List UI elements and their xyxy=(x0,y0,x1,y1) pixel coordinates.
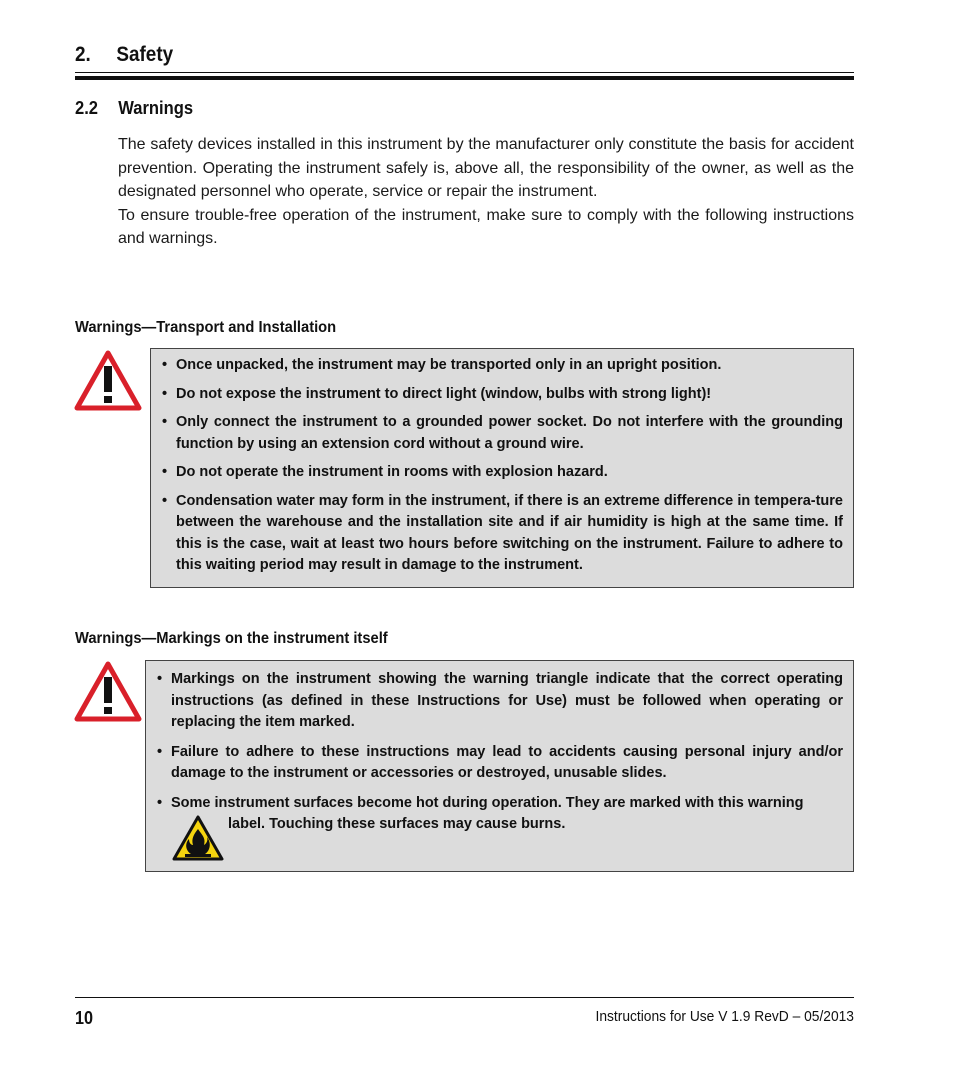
list-item: • Do not operate the instrument in rooms with explosion hazard. xyxy=(162,464,608,480)
section-title: Warnings xyxy=(118,98,194,118)
list-item: • Some instrument surfaces become hot during operation. They are marked with this warning label. Touching these surfaces may cause burns. xyxy=(171,793,843,836)
chapter-title: Safety xyxy=(116,43,174,66)
list-item: • Only connect the instrument to a grounded power socket. Do not interfere with the grounding function by using an extension cord without a ground wire. xyxy=(162,414,843,452)
list-item: • Once unpacked, the instrument may be transported only in an upright position. xyxy=(162,357,722,373)
section-number: 2.2 xyxy=(75,98,99,118)
transport-heading: Warnings—Transport and Installation xyxy=(75,319,337,336)
heading-rule-thick xyxy=(75,76,854,80)
list-item: • Do not expose the instrument to direct light (window, bulbs with strong light)! xyxy=(162,385,712,402)
document-reference: Instructions for Use V 1.9 RevD – 05/2013 xyxy=(595,1008,854,1025)
intro-paragraph-1: The safety devices installed in this instrument by the manufacturer only constitute the basis for accident prevention. Operating the instrument safely is, above all, the responsibility of the owner, as well as the designated personnel who operate, service or repair the instrument. xyxy=(118,136,854,200)
list-item: • Markings on the instrument showing the warning triangle indicate that the correct operating instructions (as defined in these Instructions for Use) must be followed when operating or replacing the item marked. xyxy=(157,671,843,730)
markings-heading: Warnings—Markings on the instrument itself xyxy=(75,630,388,647)
warning-triangle-icon xyxy=(74,349,142,411)
list-item: • Condensation water may form in the instrument, if there is an extreme difference in tempera-ture between the warehouse and the installation site and if air humidity is high at the same time. If this is the case, wait at least two hours before switching on the instrument. Failure to adhere to this waiting period may result in damage to the instrument. xyxy=(162,492,843,573)
hot-surface-note: label. Touching these surfaces may cause burns. xyxy=(171,814,843,836)
section-heading xyxy=(75,96,193,120)
markings-warning-list xyxy=(157,669,843,836)
warning-triangle-icon xyxy=(74,660,142,722)
list-item: • Failure to adhere to these instructions may lead to accidents causing personal injury and/or damage to the instrument or accessories or destroyed, unusable slides. xyxy=(157,743,843,781)
intro-paragraph-2: To ensure trouble-free operation of the instrument, make sure to comply with the following instructions and warnings. xyxy=(118,206,854,247)
intro-text xyxy=(118,133,854,251)
page-number: 10 xyxy=(75,1008,94,1028)
hot-surface-flame-icon xyxy=(171,814,225,862)
heading-rule-thin xyxy=(75,72,854,73)
chapter-number: 2. xyxy=(75,43,91,66)
transport-warning-list xyxy=(162,355,843,577)
transport-warning-box xyxy=(150,348,854,588)
footer-rule xyxy=(75,997,854,998)
markings-warning-box xyxy=(145,660,854,872)
chapter-heading xyxy=(75,40,854,70)
